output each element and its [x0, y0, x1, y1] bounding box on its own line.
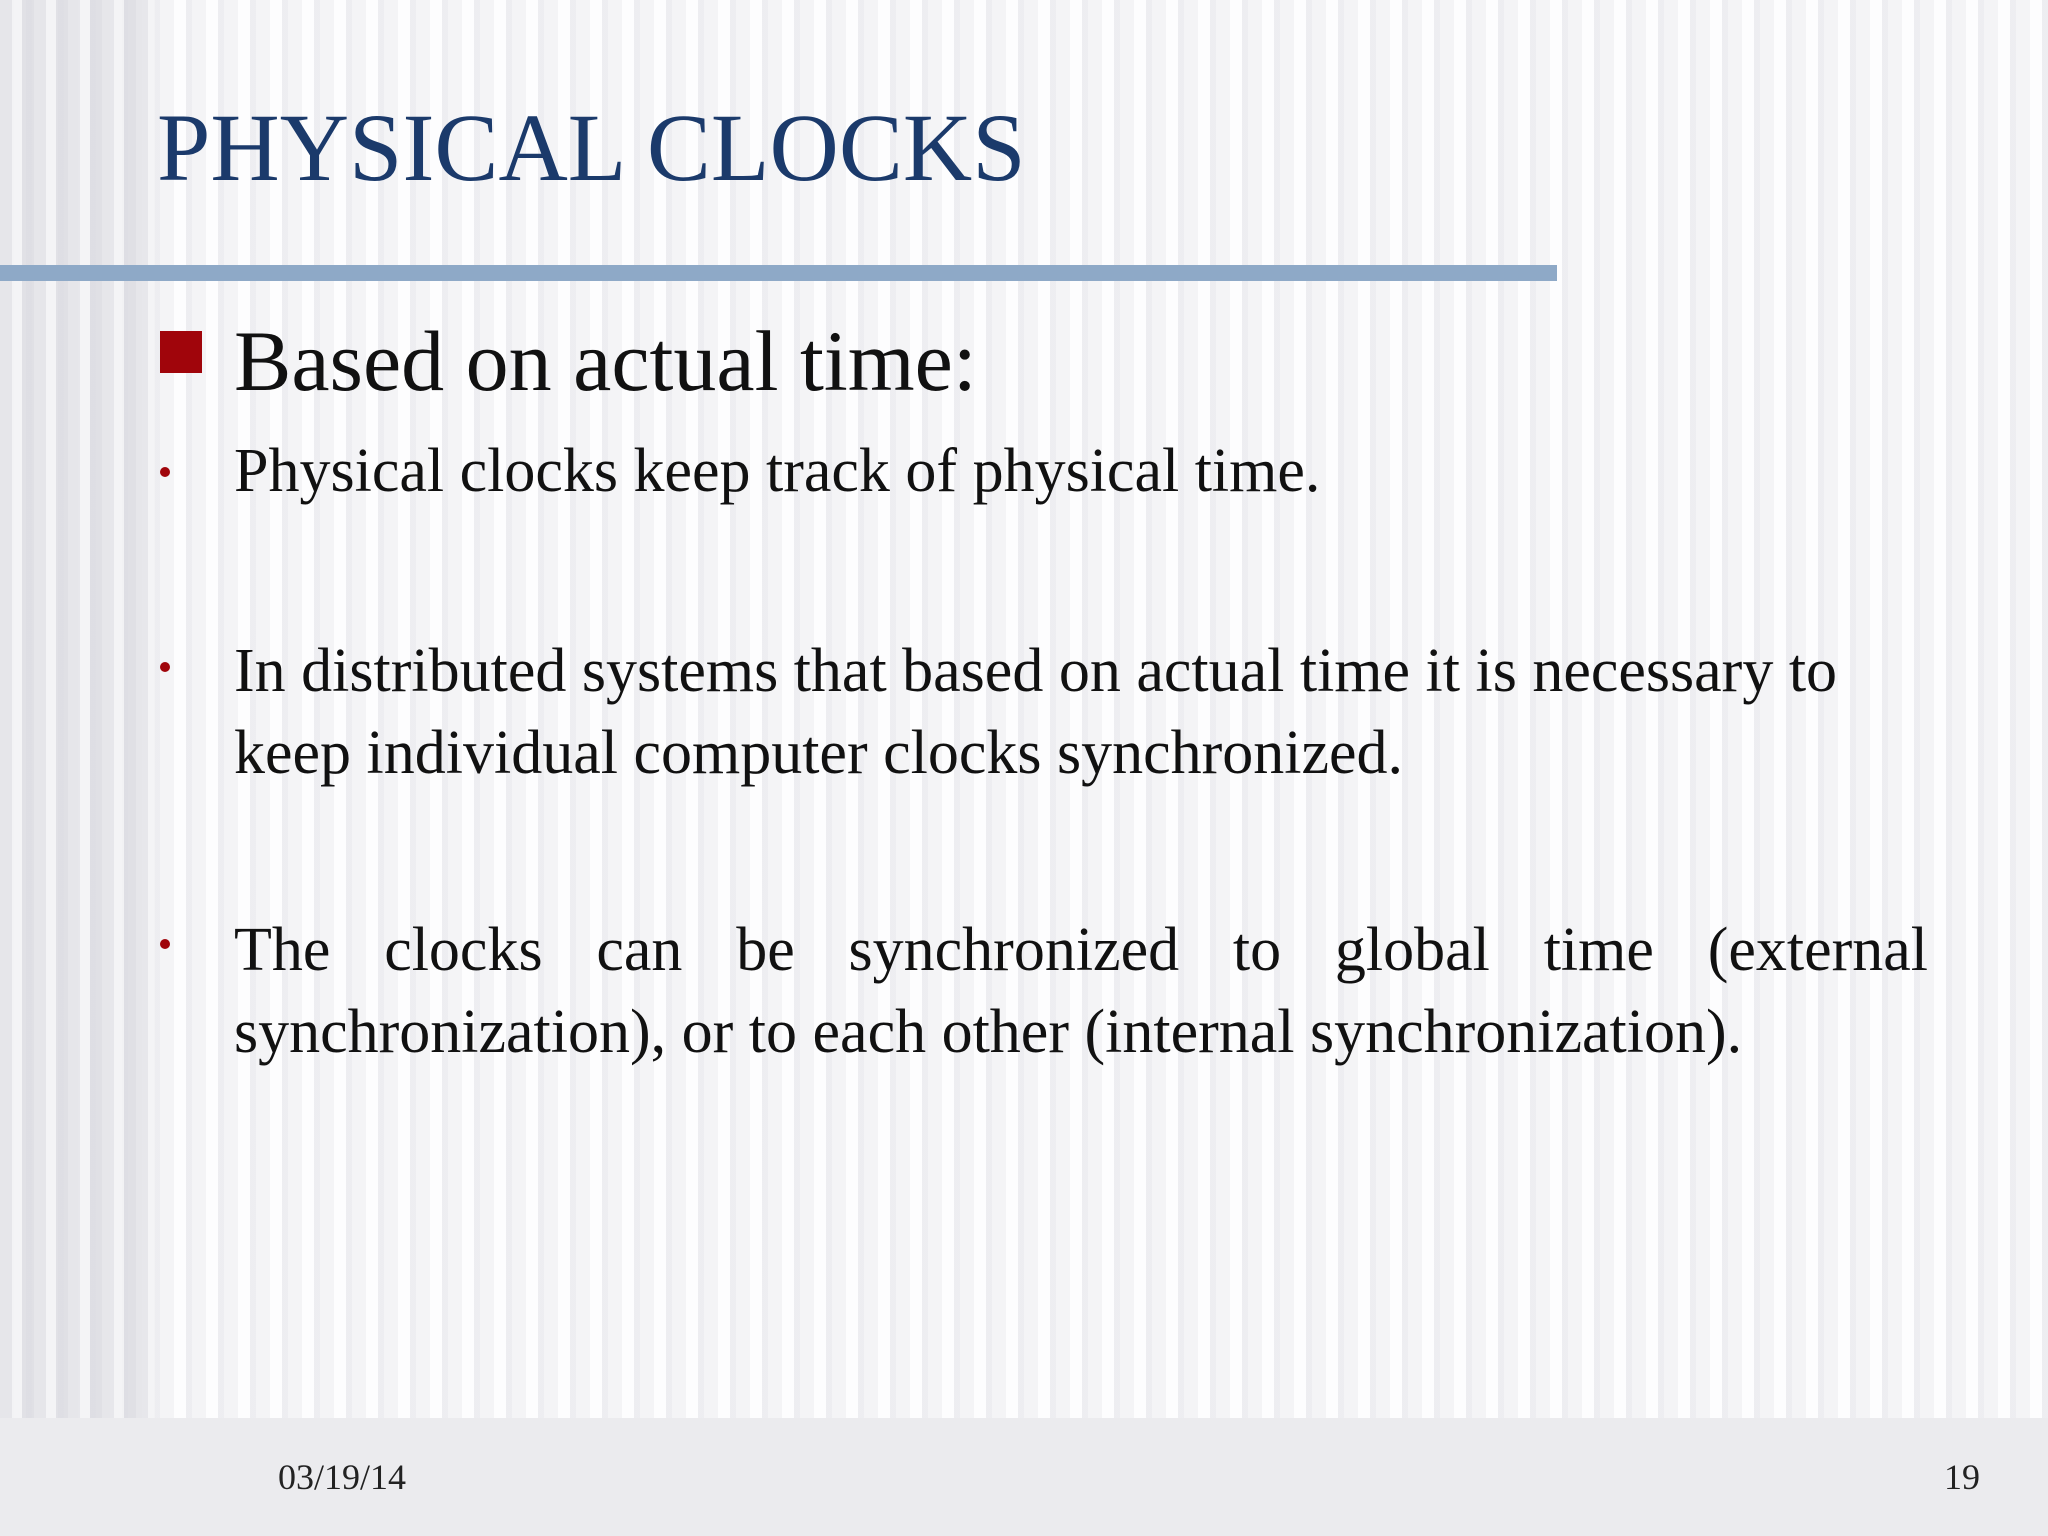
bullet-text-3: The clocks can be synchronized to global time (external synchronization), or to each other (internal synchronization).: [234, 916, 1928, 1066]
dot-bullet-icon: [160, 939, 170, 949]
title-underline: [0, 265, 1557, 281]
footer-page-number: 19: [1944, 1457, 1980, 1497]
bullet-heading: Based on actual time:: [234, 313, 977, 409]
footer-date: 03/19/14: [278, 1457, 407, 1497]
dot-bullet-icon: [160, 467, 170, 477]
slide-left-stripes: [0, 0, 155, 1418]
bullet-text-1: Physical clocks keep track of physical time.: [234, 437, 1321, 505]
bullet-text-2: In distributed systems that based on actual time it is necessary to keep individual computer clocks synchronized.: [234, 637, 1838, 787]
dot-bullet-icon: [160, 662, 170, 672]
square-bullet-icon: [160, 331, 202, 373]
slide-title: PHYSICAL CLOCKS: [157, 94, 1026, 201]
